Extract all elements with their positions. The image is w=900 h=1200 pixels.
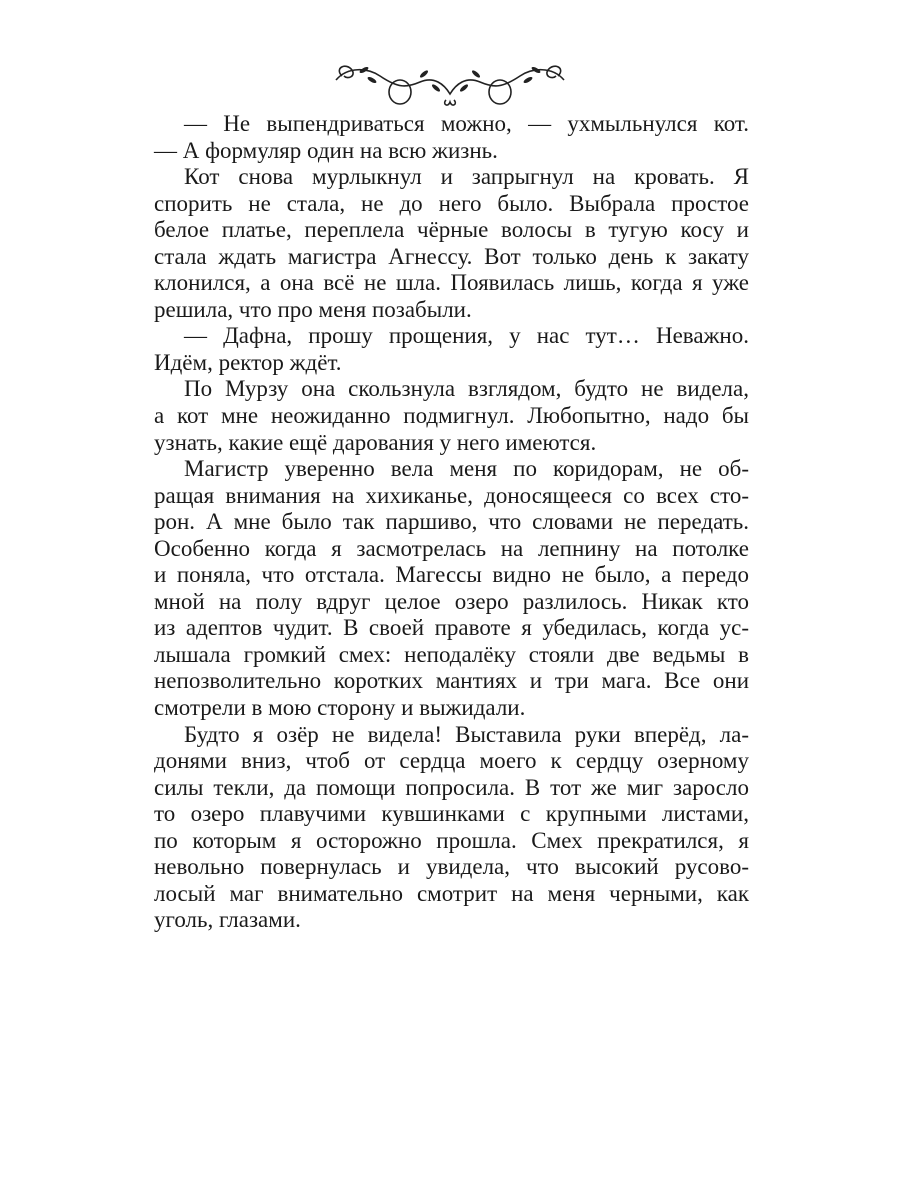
body-text bbox=[154, 111, 749, 934]
text-line: — А формуляр один на всю жизнь. bbox=[154, 137, 498, 163]
text-line: лосый маг внимательно смотрит на меня черными, как bbox=[154, 880, 749, 906]
text-line: мной на полу вдруг целое озеро разлилось. Никак кто bbox=[154, 588, 749, 614]
text-line: донями вниз, чтоб от сердца моего к сердцу озерному bbox=[154, 748, 749, 774]
floral-ornament-icon bbox=[328, 58, 572, 108]
text-line: белое платье, переплела чёрные волосы в тугую косу и bbox=[154, 217, 749, 243]
text-line: Будто я озёр не видела! Выставила руки вперёд, ла- bbox=[184, 721, 749, 747]
text-line: а кот мне неожиданно подмигнул. Любопытно, надо бы bbox=[154, 403, 749, 429]
text-line: то озеро плавучими кувшинками с крупными листами, bbox=[154, 801, 749, 827]
text-line: уголь, глазами. bbox=[154, 907, 301, 933]
text-line: Идём, ректор ждёт. bbox=[154, 349, 342, 375]
text-line: рон. А мне было так паршиво, что словами не передать. bbox=[154, 509, 749, 535]
text-line: смотрели в мою сторону и выжидали. bbox=[154, 695, 526, 721]
text-line: и поняла, что отстала. Магессы видно не было, а передо bbox=[154, 562, 749, 588]
text-line: из адептов чудит. В своей правоте я убедилась, когда ус- bbox=[154, 615, 749, 641]
text-line: — Дафна, прошу прощения, у нас тут… Неважно. bbox=[184, 323, 749, 349]
text-line: лышала громкий смех: неподалёку стояли две ведьмы в bbox=[154, 641, 749, 667]
text-line: Магистр уверенно вела меня по коридорам, не об- bbox=[184, 456, 749, 482]
text-line: Особенно когда я засмотрелась на лепнину на потолке bbox=[154, 535, 749, 561]
text-line: непозволительно коротких мантиях и три мага. Все они bbox=[154, 668, 749, 694]
text-line: клонился, а она всё не шла. Появилась лишь, когда я уже bbox=[154, 270, 749, 296]
text-line: Кот снова мурлыкнул и запрыгнул на кровать. Я bbox=[184, 164, 749, 190]
text-line: силы текли, да помощи попросила. В тот же миг заросло bbox=[154, 774, 749, 800]
text-line: стала ждать магистра Агнессу. Вот только день к закату bbox=[154, 243, 749, 269]
text-line: узнать, какие ещё дарования у него имеются. bbox=[154, 429, 597, 455]
text-line: По Мурзу она скользнула взглядом, будто не видела, bbox=[184, 376, 749, 402]
text-line: по которым я осторожно прошла. Смех прекратился, я bbox=[154, 827, 749, 853]
text-line: — Не выпендриваться можно, — ухмыльнулся кот. bbox=[184, 111, 749, 136]
text-line: невольно повернулась и увидела, что высокий русово- bbox=[154, 854, 749, 880]
text-line: решила, что про меня позабыли. bbox=[154, 296, 472, 322]
text-line: спорить не стала, не до него было. Выбрала простое bbox=[154, 190, 749, 216]
text-line: ращая внимания на хихиканье, доносящееся со всех сто- bbox=[154, 482, 749, 508]
